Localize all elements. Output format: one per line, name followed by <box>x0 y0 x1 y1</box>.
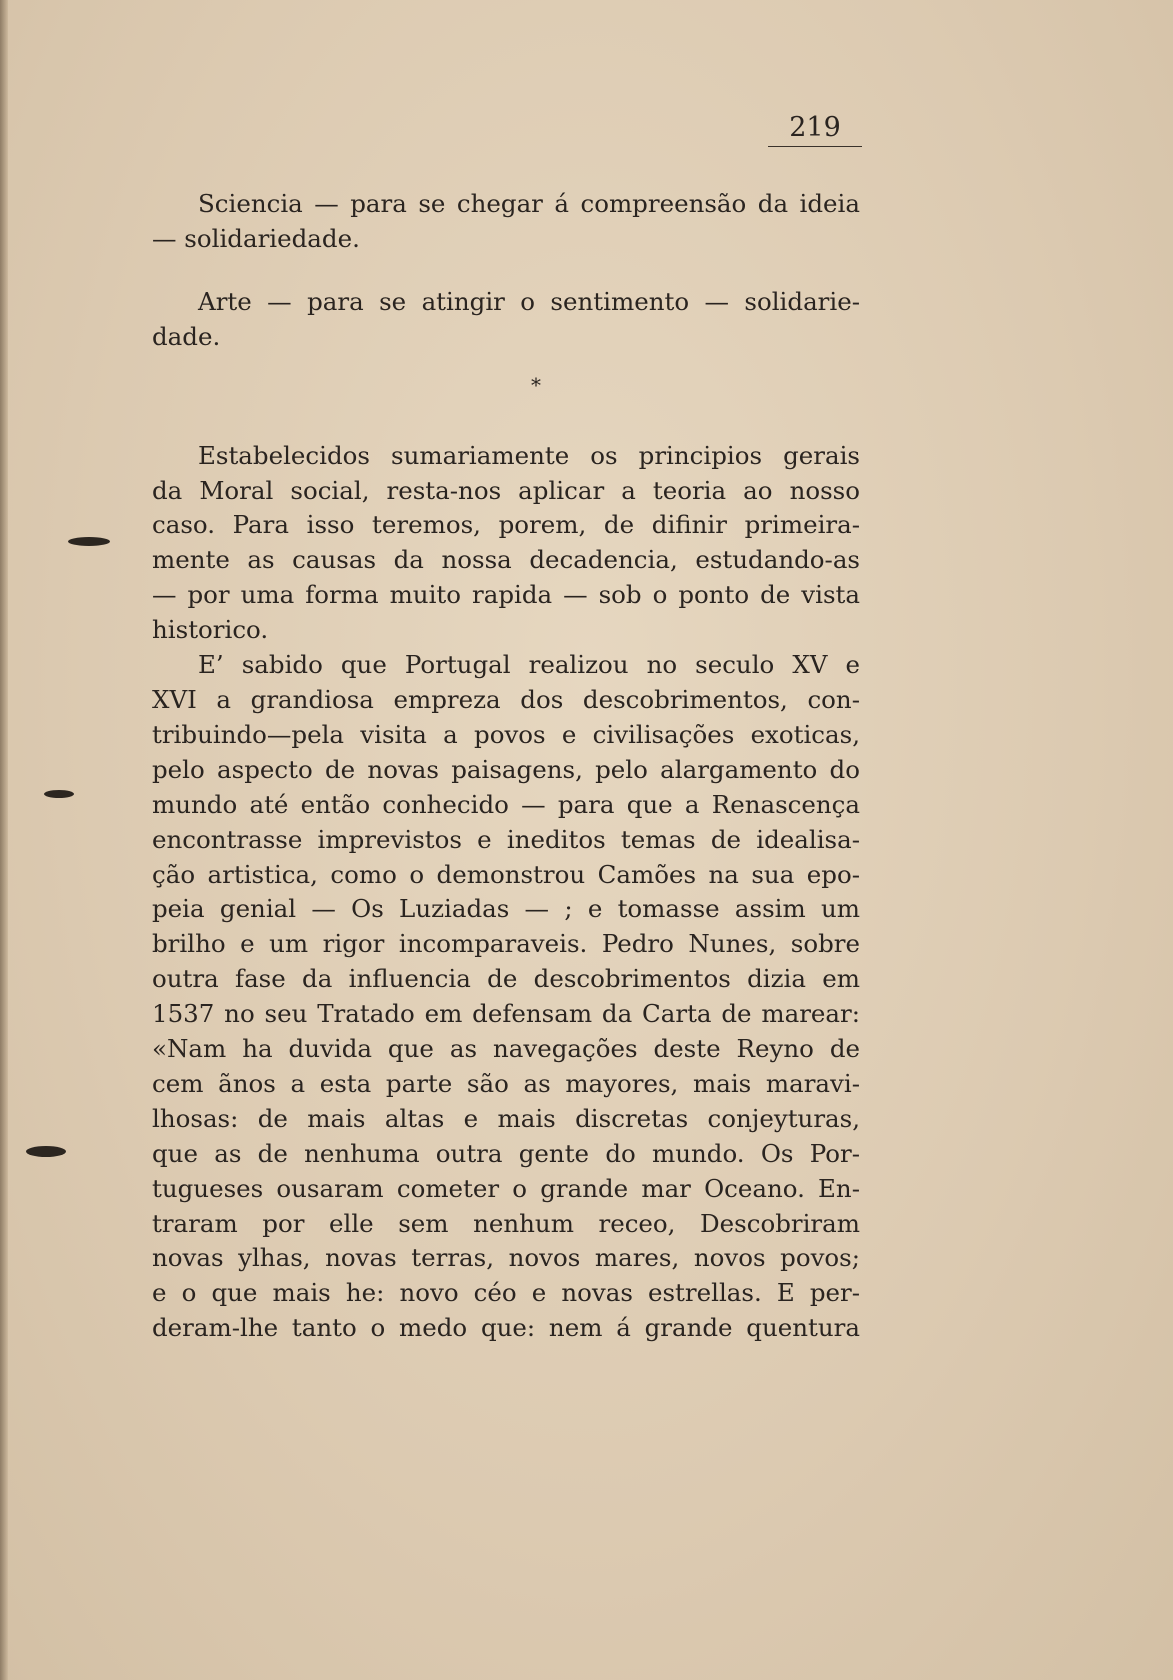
text-line: «Nam ha duvida que as navegações deste Reyno de <box>152 1034 860 1064</box>
text-line: Arte — para se atingir o sentimento — solidarie- <box>198 286 860 316</box>
text-line: outra fase da influencia de descobrimentos dizia em <box>152 964 860 994</box>
text-line: E’ sabido que Portugal realizou no seculo XV e <box>198 650 860 680</box>
section-separator: * <box>531 372 541 397</box>
text-line: 1537 no seu Tratado em defensam da Carta de marear: <box>152 999 860 1029</box>
text-line: novas ylhas, novas terras, novos mares, novos povos; <box>152 1243 860 1273</box>
text-line: XVI a grandiosa empreza dos descobrimentos, con- <box>152 684 860 714</box>
text-line: — solidariedade. <box>152 223 360 253</box>
text-line: tribuindo—pela visita a povos e civilisações exoticas, <box>152 719 860 749</box>
text-line: brilho e um rigor incomparaveis. Pedro Nunes, sobre <box>152 929 860 959</box>
text-line: historico. <box>152 615 269 645</box>
page-number: 219 <box>768 112 862 147</box>
text-line: e o que mais he: novo céo e novas estrellas. E per- <box>152 1278 860 1308</box>
text-line: mundo até então conhecido — para que a Renascença <box>152 789 860 819</box>
text-line: da Moral social, resta-nos aplicar a teoria ao nosso <box>152 475 860 505</box>
text-line: cem ãnos a esta parte são as mayores, mais maravi- <box>152 1068 860 1098</box>
text-line: caso. Para isso teremos, porem, de difinir primeira- <box>152 510 860 540</box>
binding-hole <box>68 537 110 546</box>
text-line: dade. <box>152 321 221 351</box>
text-line: encontrasse imprevistos e ineditos temas de idealisa- <box>152 824 860 854</box>
text-line: que as de nenhuma outra gente do mundo. Os Por- <box>152 1138 860 1168</box>
text-line: deram-lhe tanto o medo que: nem á grande quentura <box>152 1313 860 1343</box>
binding-hole <box>26 1146 66 1157</box>
body-text <box>152 187 860 1346</box>
text-line: tugueses ousaram cometer o grande mar Oceano. En- <box>152 1173 860 1203</box>
text-line: ção artistica, como o demonstrou Camões na sua epo- <box>152 859 860 889</box>
text-line: pelo aspecto de novas paisagens, pelo alargamento do <box>152 754 860 784</box>
text-line: mente as causas da nossa decadencia, estudando-as <box>152 545 860 575</box>
text-line: traram por elle sem nenhum receo, Descobriram <box>152 1208 860 1238</box>
text-line: Sciencia — para se chegar á compreensão da ideia <box>198 189 860 218</box>
binding-hole <box>44 790 74 798</box>
text-line: Estabelecidos sumariamente os principios gerais <box>198 440 860 470</box>
text-line: — por uma forma muito rapida — sob o ponto de vista <box>152 580 860 610</box>
page-edge <box>0 0 8 1680</box>
text-line: lhosas: de mais altas e mais discretas conjeyturas, <box>152 1103 860 1133</box>
text-line: peia genial — Os Luziadas — ; e tomasse assim um <box>152 894 860 924</box>
